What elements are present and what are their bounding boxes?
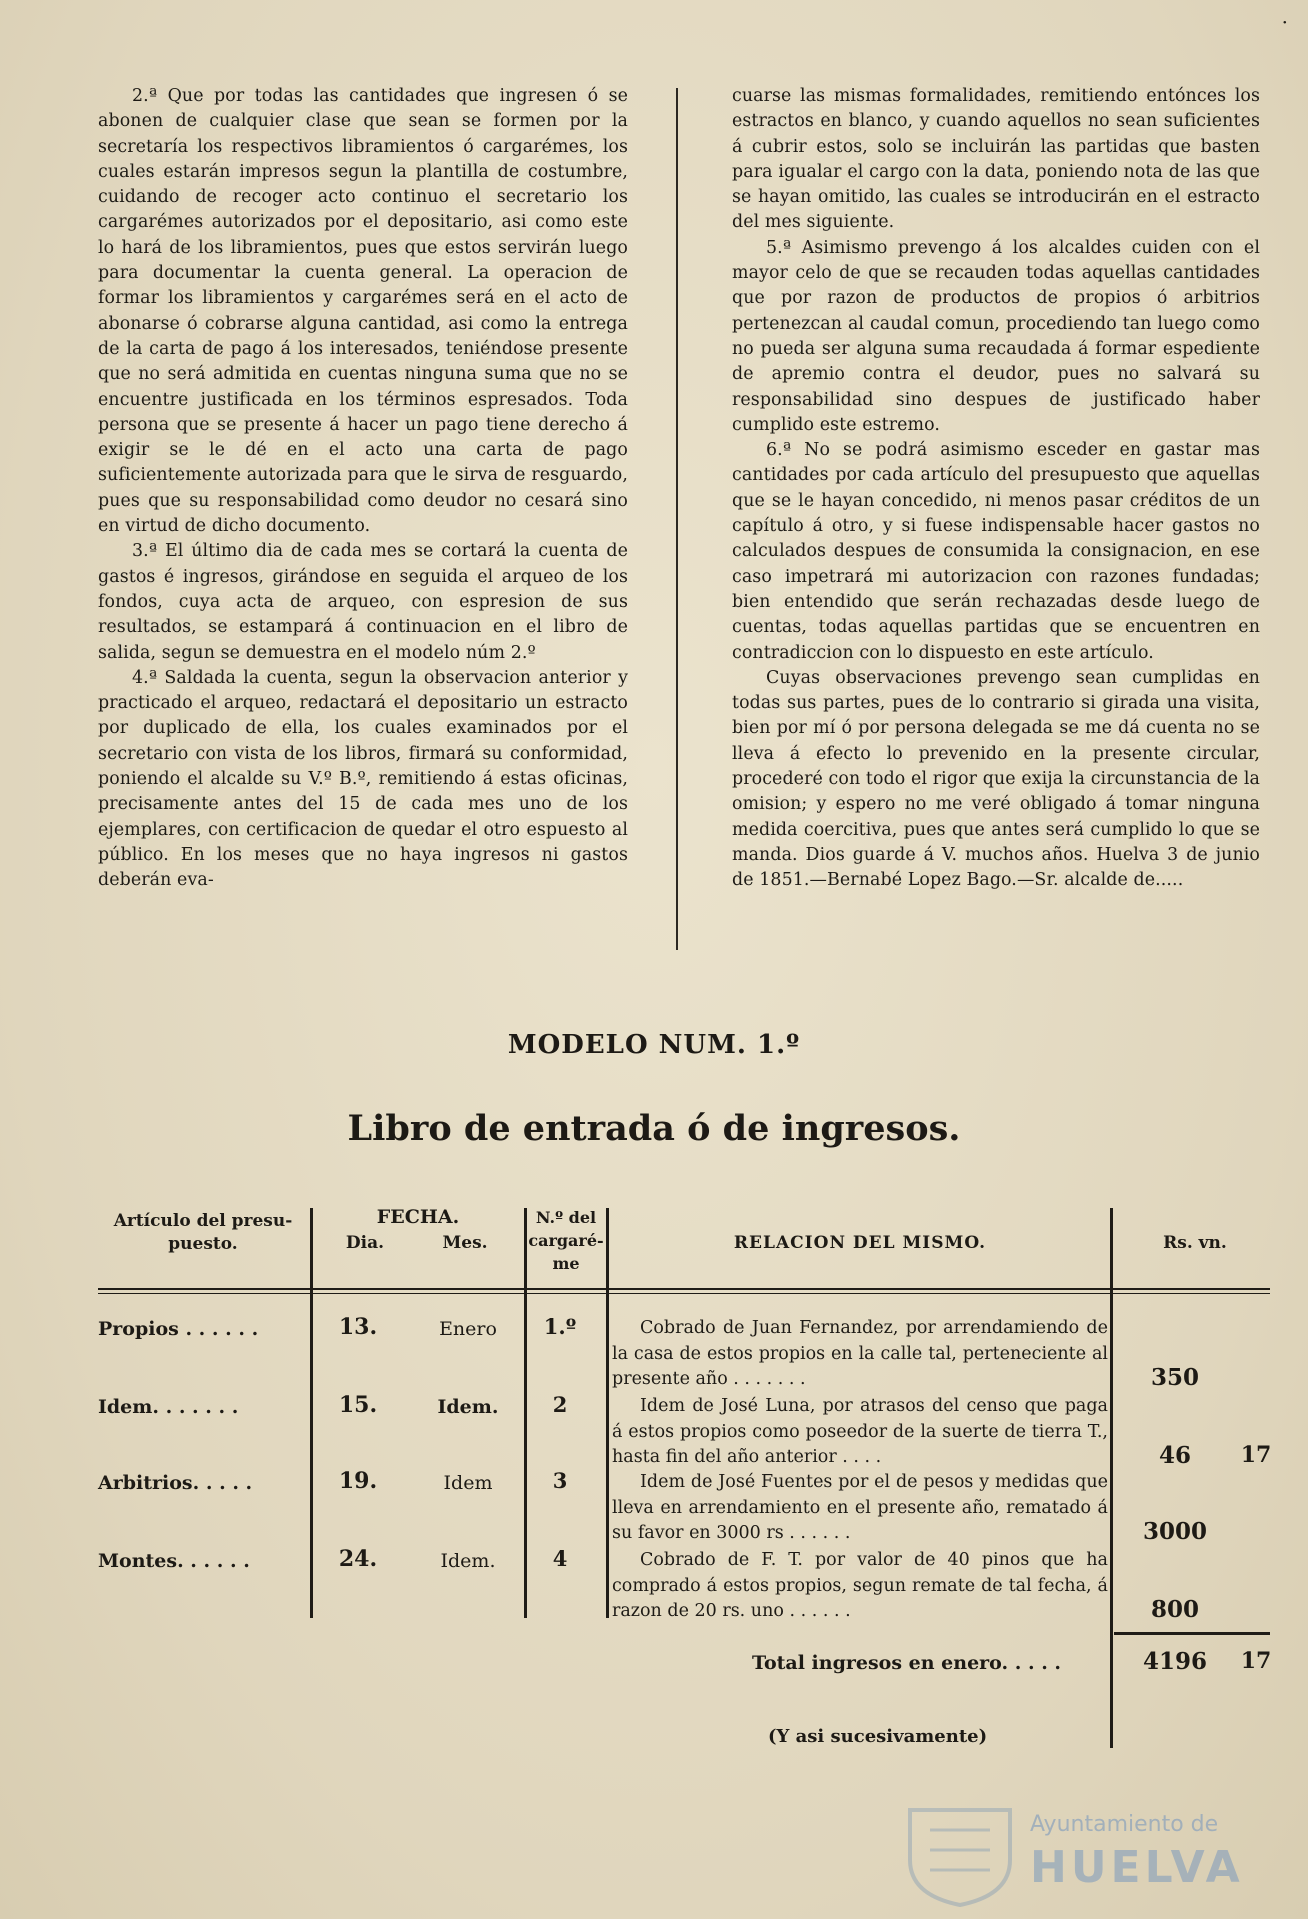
total-cts: 17	[1240, 1648, 1272, 1674]
header-mes: Mes.	[442, 1233, 488, 1253]
closing-paragraph: Cuyas observaciones prevengo sean cumplidas en todas sus partes, pues de lo contrario si girada una visita, bien por mí ó por persona delegada se me dá cuenta no se lleva á efecto lo prevenido en la presente circular, procederé con todo el rigor que exija la circunstancia de la omision; y espero no me veré obligado á tomar ninguna medida coercitiva, pues que antes será cumplido lo que se manda. Dios guarde á V. muchos años. Huelva 3 de junio de 1851.—Bernabé Lopez Bago.—Sr. alcalde de.....	[732, 667, 1260, 891]
row1-dia: 13.	[338, 1314, 378, 1340]
libro-title: Libro de entrada ó de ingresos.	[347, 1108, 961, 1149]
total-rs: 4196	[1142, 1648, 1207, 1675]
right-text-column	[732, 84, 1260, 894]
table-rule-v2	[524, 1208, 527, 1618]
row4-numero: 4	[552, 1546, 568, 1571]
column-divider	[676, 88, 678, 950]
total-label: Total ingresos en enero. . . . .	[752, 1652, 1062, 1674]
row1-articulo: Propios . . . . . .	[98, 1318, 259, 1340]
paragraph-3: 3.ª El último dia de cada mes se cortará la cuenta de gastos é ingresos, girándose en seguida el arqueo de los fondos, cuya acta de arqueo, con espresion de sus resultados, se estampará á continuacion en el libro de salida, segun se demuestra en el modelo núm 2.º	[98, 541, 628, 663]
table-rule-v1	[310, 1208, 313, 1618]
row1-rs: 350	[1150, 1364, 1199, 1391]
header-articulo-line1: Artículo del presu-	[113, 1211, 293, 1231]
row1-relacion: Cobrado de Juan Fernandez, por arrendamiendo de la casa de estos propios en la calle tal, perteneciente al presente año . . . . . . .	[612, 1318, 1108, 1389]
row3-numero: 3	[552, 1468, 568, 1493]
header-dia: Dia.	[345, 1233, 385, 1253]
header-relacion: RELACION DEL MISMO.	[733, 1233, 987, 1253]
row2-relacion: Idem de José Luna, por atrasos del censo que paga á estos propios como poseedor de la suerte de tierra T., hasta fin del año anterior . . . .	[612, 1396, 1108, 1467]
row1-mes: Enero	[439, 1318, 497, 1340]
watermark-text-line1: Ayuntamiento de	[1030, 1812, 1219, 1837]
row4-articulo: Montes. . . . . .	[98, 1550, 250, 1572]
header-underline	[98, 1288, 1270, 1290]
header-numero	[526, 1206, 606, 1275]
header-fecha: FECHA.	[376, 1206, 460, 1228]
row2-cts: 17	[1240, 1442, 1272, 1468]
header-articulo	[98, 1210, 308, 1256]
row2-articulo: Idem. . . . . . .	[98, 1396, 239, 1418]
row2-dia: 15.	[338, 1392, 378, 1418]
header-articulo-line2: puesto.	[168, 1234, 238, 1254]
margin-mark: ·	[1281, 10, 1288, 34]
row3-rs: 3000	[1142, 1518, 1207, 1545]
row3-articulo: Arbitrios. . . . .	[98, 1472, 253, 1494]
row2-rs: 46	[1158, 1442, 1191, 1469]
paragraph-5: 5.ª Asimismo prevengo á los alcaldes cuiden con el mayor celo de que se recauden todas aquellas cantidades que por razon de productos de propios ó arbitrios pertenezcan al caudal comun, procediendo tan luego como no pueda ser alguna suma recaudada á formar espediente de apremio contra el deudor, pues no salvará su responsabilidad sino despues de justificado haber cumplido este estremo.	[732, 237, 1260, 435]
header-underline-thin	[98, 1293, 1270, 1294]
row3-mes: Idem	[443, 1472, 493, 1494]
row4-dia: 24.	[338, 1546, 378, 1572]
header-rs: Rs. vn.	[1163, 1233, 1227, 1253]
row4-relacion: Cobrado de F. T. por valor de 40 pinos que ha comprado á estos propios, segun remate de tal fecha, á razon de 20 rs. uno . . . . . .	[612, 1550, 1108, 1621]
total-rule	[1114, 1632, 1270, 1635]
table-rule-v3	[606, 1208, 609, 1618]
sucesivamente-note: (Y asi sucesivamente)	[768, 1726, 988, 1747]
row4-mes: Idem.	[440, 1550, 496, 1572]
paragraph-6: 6.ª No se podrá asimismo esceder en gastar mas cantidades por cada artículo del presupuesto que aquellas que se le hayan concedido, ni menos pasar créditos de un capítulo á otro, y si fuese indispensable hacer gastos no calculados despues de consumida la consignacion, en ese caso impetrará mi autorizacion con razones fundadas; bien entendido que serán rechazadas desde luego de cuentas, todas aquellas partidas que se encuentren en contradiccion con lo dispuesto en este artículo.	[732, 440, 1260, 663]
row3-dia: 19.	[338, 1468, 378, 1494]
left-text-column	[98, 84, 628, 894]
header-numero-line3: me	[552, 1254, 580, 1273]
row2-numero: 2	[552, 1392, 568, 1417]
paragraph-4-continued: cuarse las mismas formalidades, remitiendo entónces los estractos en blanco, y cuando aquellos no sean suficientes á cubrir estos, solo se incluirán las partidas que basten para igualar el cargo con la data, poniendo nota de las que se hayan omitido, las cuales se introducirán en el estracto del mes siguiente.	[732, 86, 1260, 233]
row4-rs: 800	[1150, 1596, 1199, 1623]
watermark-text-line2: HUELVA	[1030, 1842, 1244, 1893]
row1-numero: 1.º	[543, 1314, 577, 1339]
row2-mes: Idem.	[437, 1396, 499, 1418]
modelo-title: MODELO NUM. 1.º	[507, 1030, 801, 1060]
header-numero-line1: N.º del	[535, 1208, 597, 1227]
header-numero-line2: cargaré-	[528, 1231, 604, 1250]
row3-relacion: Idem de José Fuentes por el de pesos y medidas que lleva en arrendamiento en el presente año, rematado á su favor en 3000 rs . . . . . .	[612, 1472, 1108, 1543]
paragraph-4: 4.ª Saldada la cuenta, segun la observacion anterior y practicado el arqueo, redactará el depositario un estracto por duplicado de ella, los cuales examinados por el secretario con vista de los libros, firmará su conformidad, poniendo el alcalde su V.º B.º, remitiendo á estas oficinas, precisamente antes del 15 de cada mes uno de los ejemplares, con certificacion de quedar el otro espuesto al público. En los meses que no haya ingresos ni gastos deberán eva-	[98, 667, 628, 891]
paragraph-2: 2.ª Que por todas las cantidades que ingresen ó se abonen de cualquier clase que sean se formen por la secretaría los respectivos libramientos ó cargarémes, los cuales estarán impresos segun la plantilla de costumbre, cuidando de recoger acto continuo el secretario los cargarémes autorizados por el depositario, asi como este lo hará de los libramientos, pues que estos servirán luego para documentar la cuenta general. La operacion de formar los libramientos y cargarémes será en el acto de abonarse ó cobrarse alguna cantidad, asi como la entrega de la carta de pago á los interesados, teniéndose presente que no será admitida en cuentas ninguna suma que no se encuentre justificada en los términos espresados. Toda persona que se presente á hacer un pago tiene derecho á exigir se le dé en el acto una carta de pago suficientemente autorizada para que le sirva de resguardo, pues que su responsabilidad como deudor no cesará sino en virtud de dicho documento.	[98, 86, 628, 537]
